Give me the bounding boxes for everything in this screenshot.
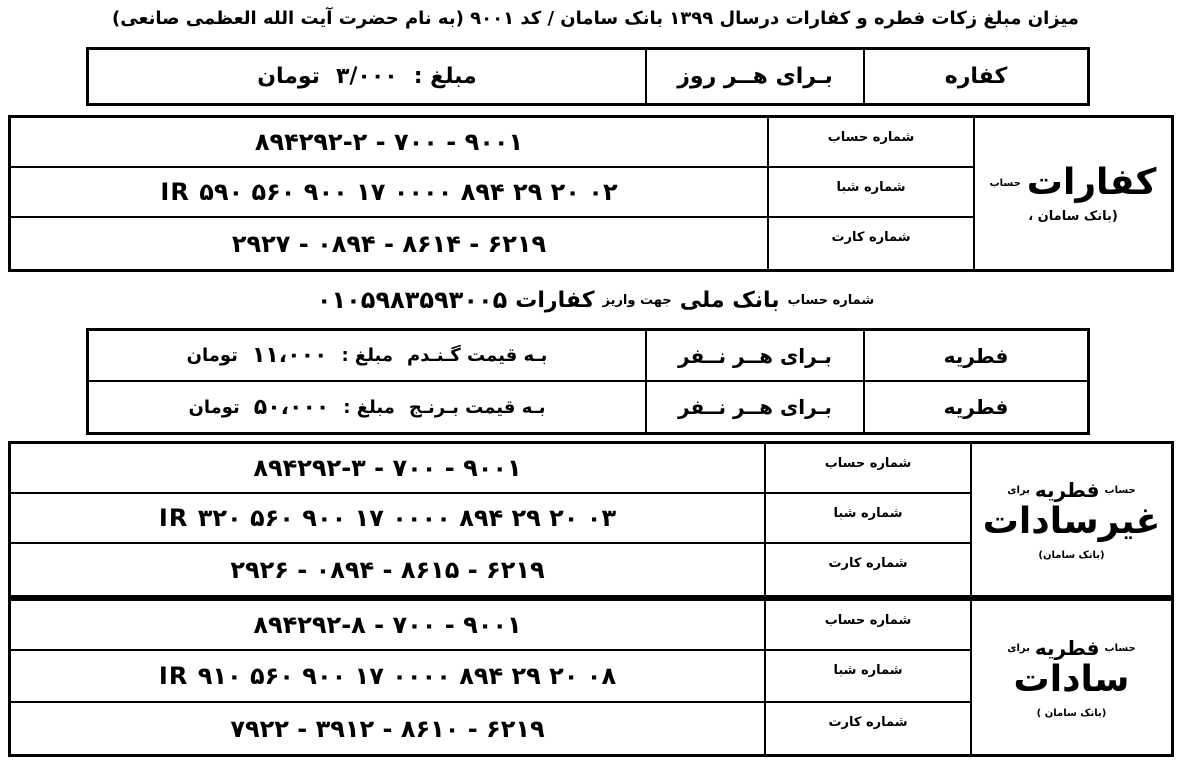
sadat-heading: سادات	[1013, 659, 1130, 701]
sadat-block	[8, 598, 1174, 757]
account-number-label: شماره حساب	[767, 118, 973, 168]
bank-name: (بانک سامان )	[1036, 707, 1107, 719]
target-text: کفارات	[515, 287, 595, 313]
sheba-number-value: IR ۳۲۰ ۵۶۰ ۹۰۰ ۱۷ ۰۰۰۰ ۸۹۴ ۲۹ ۲۰ ۰۳	[11, 494, 764, 544]
amount-label: مبلغ :	[341, 345, 394, 366]
sheba-number-label: شماره شبا	[764, 494, 970, 544]
currency: تومان	[188, 396, 240, 418]
sheba-number-value: IR ۵۹۰ ۵۶۰ ۹۰۰ ۱۷ ۰۰۰۰ ۸۹۴ ۲۹ ۲۰ ۰۲	[11, 168, 767, 218]
kaffareh-per-cell: بـرای هــر روز	[645, 50, 863, 103]
heading-small: حساب	[1104, 642, 1136, 654]
card-number-value: ۶۲۱۹ - ۸۶۱۵ - ۰۸۹۴ - ۲۹۲۶	[230, 555, 545, 584]
card-number-label: شماره کارت	[767, 218, 973, 269]
sadat-heading-cell	[970, 601, 1171, 754]
account-number-label: شماره حساب	[764, 601, 970, 651]
kaffarat-heading-cell	[973, 118, 1171, 269]
bank-name: (بانک سامان ،	[1028, 208, 1118, 224]
account-number-value: ۹۰۰۱ - ۷۰۰ - ۸۹۴۲۹۲-۳	[11, 444, 764, 494]
sheba-number-label: شماره شبا	[767, 168, 973, 218]
amount-value: ۵۰،۰۰۰	[253, 394, 330, 420]
page-title: میزان مبلغ زکات فطره و کفارات درسال ۱۳۹۹ بانک سامان / کد ۹۰۰۱ (به نام حضرت آیت الله العظمی صانعی)	[112, 8, 1079, 29]
kaffareh-row	[86, 47, 1090, 106]
fetrieh-label-cell: فطریه	[863, 331, 1087, 382]
heading-suffix: برای	[1007, 484, 1030, 496]
sheba-number-value: IR ۹۱۰ ۵۶۰ ۹۰۰ ۱۷ ۰۰۰۰ ۸۹۴ ۲۹ ۲۰ ۰۸	[11, 651, 764, 703]
heading-suffix: برای	[1007, 642, 1030, 654]
card-number-value: ۶۲۱۹ - ۸۶۱۴ - ۰۸۹۴ - ۲۹۲۷	[231, 229, 547, 258]
account-number-value: ۹۰۰۱ - ۷۰۰ - ۸۹۴۲۹۲-۲	[11, 118, 767, 168]
heading-small: حساب	[989, 177, 1021, 189]
card-number-label: شماره کارت	[764, 544, 970, 595]
heading-small: حساب	[1104, 484, 1136, 496]
amount-label: مبلغ :	[343, 396, 395, 418]
account-number-value: ۹۰۰۱ - ۷۰۰ - ۸۹۴۲۹۲-۸	[11, 601, 764, 651]
amount-label: مبلغ :	[413, 64, 477, 89]
fetrieh-amount-cell	[89, 331, 645, 382]
basis-text: بـه قیمت گـنـدم	[407, 345, 548, 366]
bank-name: (بانک سامان)	[1038, 549, 1105, 561]
fetrieh-amount-cell	[89, 382, 645, 432]
gheir-sadat-heading-cell	[970, 444, 1171, 595]
purpose-text: جهت واریز	[602, 292, 672, 308]
amount-value: ۱۱،۰۰۰	[251, 343, 328, 368]
fetrieh-label-cell: فطریه	[863, 382, 1087, 432]
account-label: شماره حساب	[787, 292, 875, 308]
amount-value: ۳/۰۰۰	[335, 64, 398, 89]
bank-name: بانک ملی	[679, 287, 780, 313]
card-number-label: شماره کارت	[764, 703, 970, 754]
kaffareh-amount-cell	[89, 50, 645, 103]
heading-mid: فطریه	[1034, 636, 1100, 661]
sheba-number-label: شماره شبا	[764, 651, 970, 703]
basis-text: بـه قیمت بـرنـج	[408, 396, 546, 418]
kaffarat-block	[8, 115, 1174, 272]
card-number-value: ۶۲۱۹ - ۸۶۱۰ - ۳۹۱۲ - ۷۹۲۲	[230, 714, 545, 743]
melli-bank-line	[0, 286, 1191, 314]
melli-account-number: ۰۱۰۵۹۸۳۵۹۳۰۰۵	[316, 286, 508, 314]
kaffarat-heading: کفارات	[1026, 162, 1157, 204]
fetrieh-per-cell: بـرای هــر نــفر	[645, 331, 863, 382]
currency: تومان	[186, 345, 238, 366]
gheir-sadat-heading: غیرسادات	[982, 501, 1161, 543]
gheir-sadat-block	[8, 441, 1174, 598]
kaffareh-label-cell: کفاره	[863, 50, 1087, 103]
account-number-label: شماره حساب	[764, 444, 970, 494]
currency: تومان	[257, 64, 320, 89]
fetrieh-rows	[86, 328, 1090, 435]
fetrieh-per-cell: بـرای هــر نــفر	[645, 382, 863, 432]
heading-mid: فطریه	[1034, 478, 1100, 503]
